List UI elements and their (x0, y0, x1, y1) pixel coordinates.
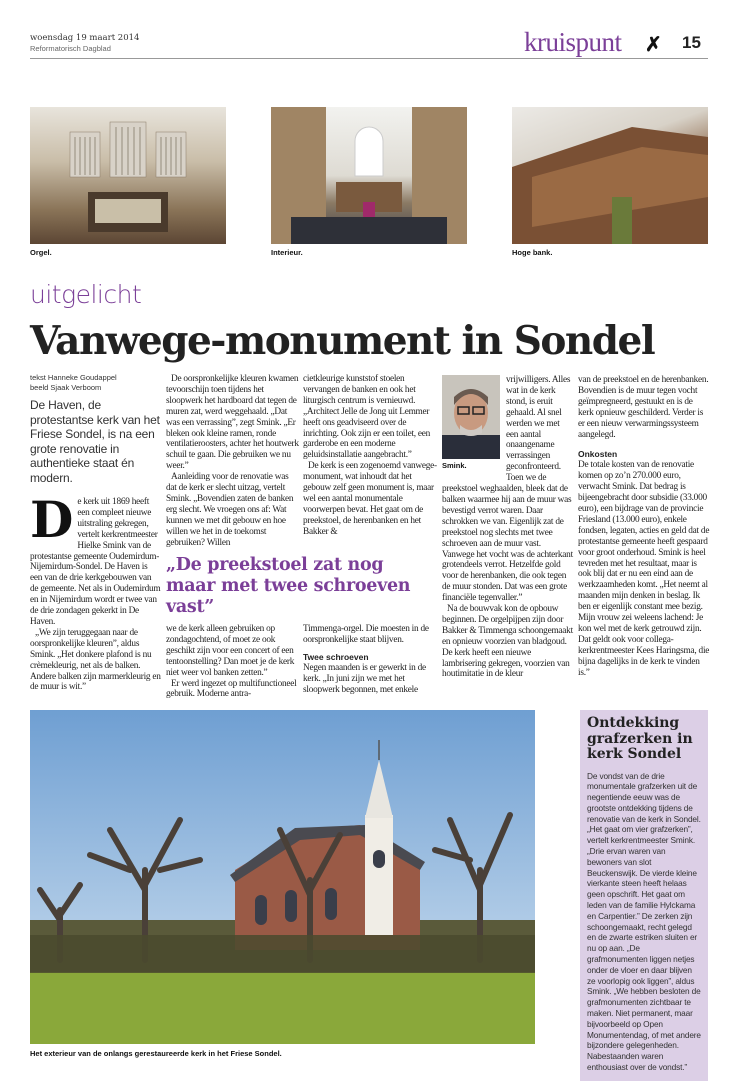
body-paragraph: Na de bouwvak kon de opbouw beginnen. De orgelpijpen zijn door Bakker & Timmenga schoongemaakt en opnieuw voorzien van bladgoud. De kerk heeft een nieuwe lambrisering gekregen, voorzien van houtimitatie in de kleur (442, 604, 573, 680)
newspaper-name: Reformatorisch Dagblad (30, 44, 111, 53)
body-paragraph: e kerk uit 1869 heeft een compleet nieuwe uitstraling gekregen, vertelt kerkrentmeester Hielke Smink van de protestantse gemeente Oudemirdum-Nijemirdum-Sondel. De Haven is een van de drie kerkgebouwen van de gemeente. Net als in Oudemirdum en in Nijemirdum wordt er twee van de drie zondagen gekerkt in De Haven. (30, 497, 161, 627)
body-paragraph: Aanleiding voor de renovatie was dat de kerk er slecht uitzag, vertelt Smink. „Bovendien zaten de banken erg slecht. We vroegen ons af: Wat kunnen we met dit gebouw en hoe willen we het in de toekomst gebruiken? Willen (166, 472, 294, 548)
body-paragraph: van de preekstoel en de herenbanken. Bovendien is de muur tegen vocht geïmpregneerd, gestuukt en is de kerk opnieuw geschilderd. Verder is er een nieuw verwarmingssysteem aangelegd. (578, 375, 709, 440)
body-paragraph: vrijwilligers. Alles wat in de kerk stond, is eruit gehaald. Al snel werden we met een aantal onaangename verrassingen geconfronteerd. Toen we de preekstoel weghaalden, bleek dat de balken waarmee hij aan de muur was bevestigd verrot waren. Daar schrokken we van. Eigenlijk zat de preekstoel nog slechts met twee schroeven aan de muur vast. Vanwege het vocht was de achterkant grotendeels verrot. Hetzelfde gold voor de herenbanken, die ook tegen de muur stonden. Dat was een grote financiële tegenvaller.” (442, 375, 573, 604)
column-4 (442, 375, 573, 680)
column-3-bottom (303, 624, 437, 695)
dropcap: D (30, 490, 74, 549)
sidebar-box (580, 710, 708, 1081)
header-divider (30, 58, 708, 59)
section-name: kruispunt (524, 27, 622, 57)
body-paragraph: Negen maanden is er gewerkt in de kerk. „In juni zijn we met het sloopwerk begonnen, met enkele (303, 662, 426, 695)
x-logo-icon: ✗ (645, 34, 662, 56)
column-2-bottom (166, 624, 299, 700)
photo-caption-orgel: Orgel. (30, 248, 52, 257)
body-paragraph: cietkleurige kunststof stoelen vervangen de banken en ook het liturgisch centrum is vernieuwd. „Architect Jelle de Jong uit Lemmer heeft ons geadviseerd over de inrichting. Ook zijn er een toilet, een garderobe en een moderne geluidsinstallatie aangebracht.” (303, 374, 431, 461)
interior-photo (271, 107, 467, 244)
subhead-twee-schroeven: Twee schroeven (303, 651, 369, 662)
pull-quote: „De preekstoel zat nog maar met twee schroeven vast” (166, 555, 411, 617)
church-exterior-photo (30, 710, 535, 1044)
column-3-top (303, 374, 437, 538)
photo-caption-hoge-bank: Hoge bank. (512, 248, 553, 257)
author-credit: tekst Hanneke Goudappel (30, 373, 117, 382)
subhead-onkosten: Onkosten (578, 449, 618, 460)
body-paragraph: De totale kosten van de renovatie komen op zo’n 270.000 euro, verwacht Smink. Dat bedrag is bijeengebracht door subsidie (33.000 euro), een bijdrage van de provincie Friesland (13.000 euro), enkele fondsen, legaten, acties en geld dat de protestantse gemeente heeft gespaard voor groot onderhoud. Smink is heel tevreden met het resultaat, maar is ook blij dat er nu een eind aan de werkzaamheden komt. „Het neemt al maanden mijn denken in beslag. Ik ben er eigenlijk constant mee bezig. Mijn vrouw zei weleens lachend: Je kon wel met de kerk getrouwd zijn. Dat geldt ook voor collega-kerkrentmeester Kees Haringsma, die bijna dagelijks in de kerk te vinden is.” (578, 460, 710, 678)
column-2-top (166, 374, 299, 549)
body-paragraph: Er werd ingezet op multifunctioneel gebruik. Moderne antra- (166, 678, 297, 700)
portrait-caption: Smink. (442, 461, 467, 470)
body-paragraph: De oorspronkelijke kleuren kwamen tevoorschijn toen tijdens het sloopwerk het hardboard dat tegen de muren zat, werd weggehaald. „Dat was een verrassing”, zegt Smink. „Er bleken ook kleine ramen, ronde ventilatieroosters, achter het houtwerk schuil te gaan. Die gebruiken we nu weer.” (166, 374, 299, 472)
body-paragraph: De kerk is een zogenoemd vanwege-monument, wat inhoudt dat het gebouw zelf geen monument is, maar wel een aantal monumentale voorwerpen bevat. Het gaat om de preekstoel, de herenbanken en het Bakker & (303, 461, 437, 537)
column-1 (30, 373, 161, 693)
photo-caption-interieur: Interieur. (271, 248, 303, 257)
sidebar-body: De vondst van de drie monumentale grafzerken uit de negentiende eeuw was de grootste ontdekking tijdens de renovatie van de kerk in Sondel. „Het gaat om vier grafzerken”, vertelt kerkrentmeester Smink. „Drie ervan waren van bewoners van slot Beuckenswijk. De vierde kleine vierkante steen heeft helaas geen opschrift. Het gaat om leden van de familie Hylckama en Carpentier.” De zerken zijn schoongemaakt, recht gelegd en de zwarte estriken sluiten er nu op aan. „De grafmonumenten liggen netjes onder de vloer en daar blijven ze voorlopig ook liggen”, aldus Smink. „We hebben besloten de grafmonumenten zichtbaar te maken. Niet permanent, maar bijvoorbeeld op Open Monumentendag, of met andere bijzondere gelegenheden. Nabestaanden waren enthousiast over de vondst.” (587, 770, 701, 1073)
page-number: 15 (682, 33, 701, 52)
column-5 (578, 375, 710, 678)
body-paragraph: „We zijn teruggegaan naar de oorspronkelijke kleuren”, aldus Smink. „Het donkere plafond is nu crèmekleurig, net als de balken. Andere balken zijn marmerkleurig en de muur is wit.” (30, 627, 161, 693)
body-paragraph: Timmenga-orgel. Die moesten in de oorspronkelijke staat blijven. (303, 624, 429, 645)
lede: De Haven, de protestantse kerk van het Friese Sondel, is na een grote renovatie in authentieke staat én modern. (30, 398, 160, 485)
sidebar-title: Ontdekking grafzerken in kerk Sondel (587, 715, 693, 762)
article-title: Vanwege-monument in Sondel (30, 318, 655, 364)
main-photo-caption: Het exterieur van de onlangs gerestaureerde kerk in het Friese Sondel. (30, 1049, 282, 1058)
body-paragraph: we de kerk alleen gebruiken op zondagochtend, of moet ze ook geschikt zijn voor een concert of een tentoonstelling? Dan moet je de kerk niet weer vol banken zetten.” (166, 624, 295, 678)
portrait-smink (442, 375, 500, 472)
organ-photo (30, 107, 226, 244)
photo-credit: beeld Sjaak Verboom (30, 383, 102, 392)
kicker: uitgelicht (30, 280, 142, 309)
issue-date: woensdag 19 maart 2014 (30, 33, 140, 43)
high-pew-photo (512, 107, 708, 244)
